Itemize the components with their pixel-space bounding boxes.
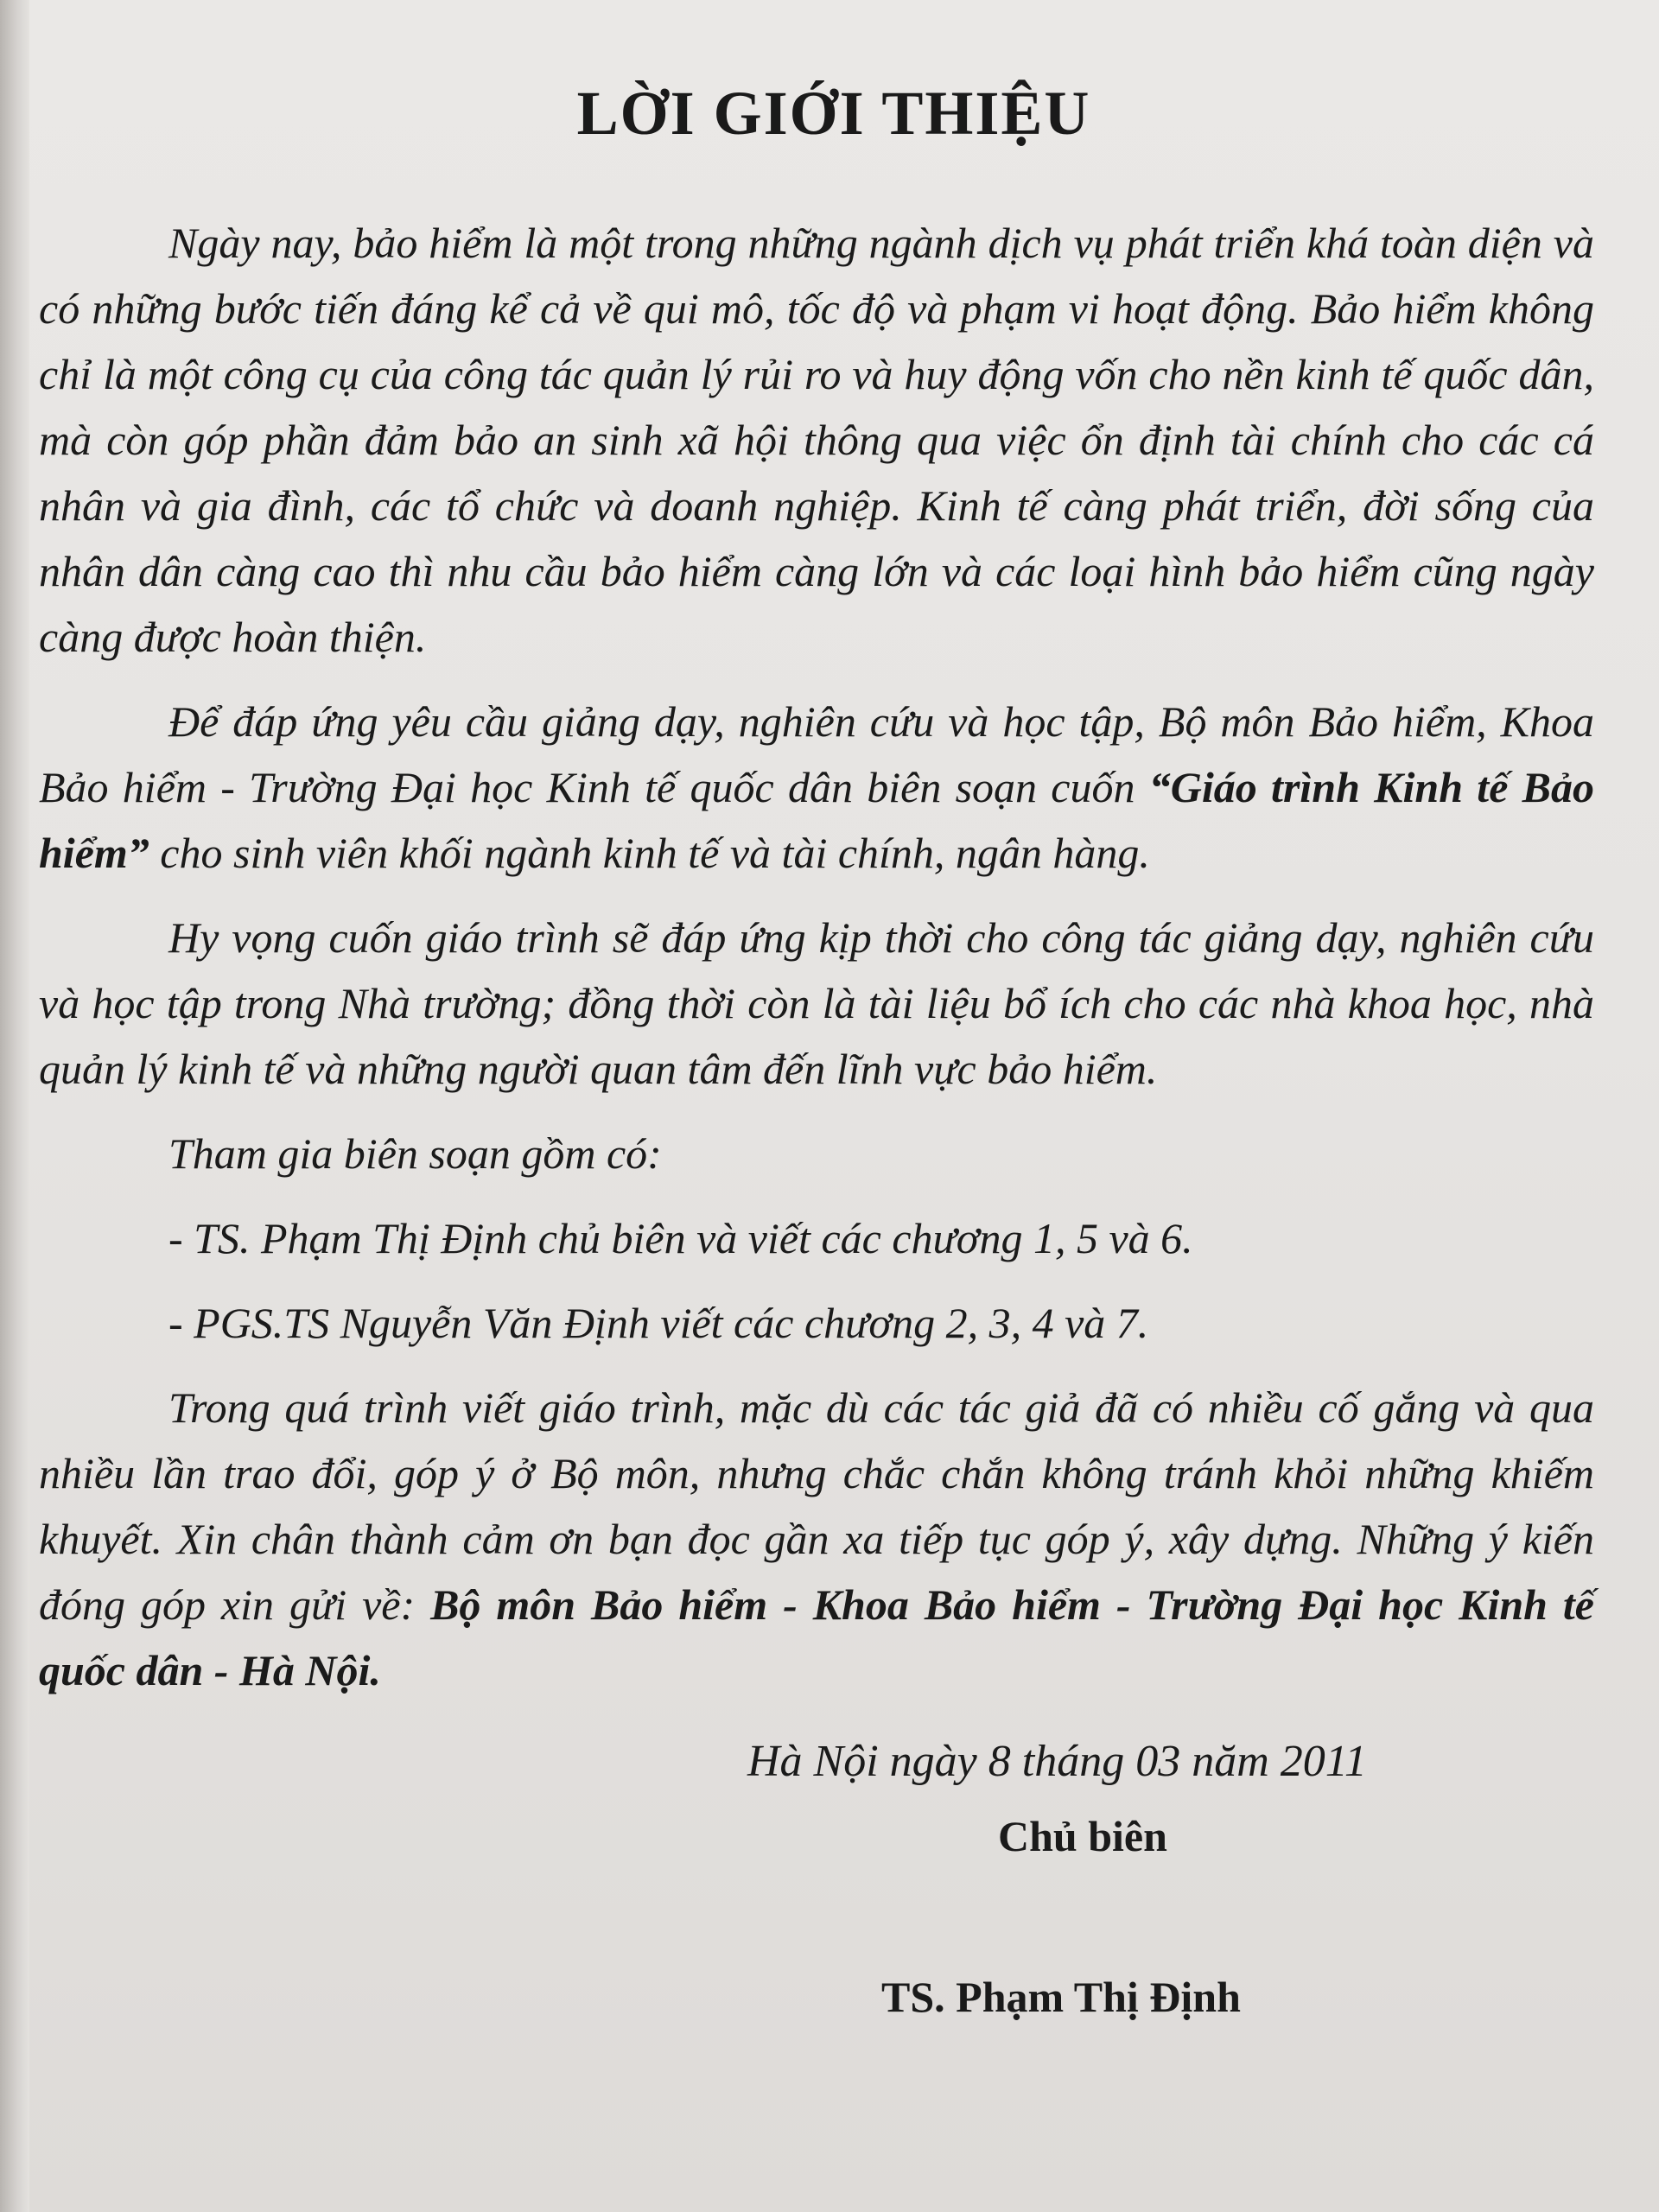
authors-intro: Tham gia biên soạn gồm có: (168, 1129, 662, 1178)
editor-role: Chủ biên (998, 1812, 1167, 1860)
date-line: Hà Nội ngày 8 tháng 03 năm 2011 (747, 1737, 1367, 1786)
page-content (39, 78, 1594, 2030)
paragraph-2-text-before: Để đáp ứng yêu cầu giảng dạy, nghiên cứu và học tập, Bộ môn Bảo hiểm, Khoa Bảo hiểm - Trường Đại học Kinh tế quốc dân biên soạn cuốn (39, 697, 1594, 811)
intro-paragraph-1: Ngày nay, bảo hiểm là một trong những ngành dịch vụ phát triển khá toàn diện và có những bước tiến đáng kể cả về qui mô, tốc độ và phạm vi hoạt động. Bảo hiểm không chỉ là một công cụ của công tác quản lý rủi ro và huy động vốn cho nền kinh tế quốc dân, mà còn góp phần đảm bảo an sinh xã hội thông qua việc ổn định tài chính cho các cá nhân và gia đình, các tổ chức và doanh nghiệp. Kinh tế càng phát triển, đời sống của nhân dân càng cao thì nhu cầu bảo hiểm càng lớn và các loại hình bảo hiểm cũng ngày càng được hoàn thiện. (39, 219, 1594, 661)
contact-address: Bộ môn Bảo hiểm - Khoa Bảo hiểm - Trường Đại học Kinh tế quốc dân - Hà Nội. (39, 1580, 1594, 1694)
intro-paragraph-2 (39, 689, 1594, 886)
book-spine-shadow (0, 0, 29, 2212)
paragraph-2-text-after: cho sinh viên khối ngành kinh tế và tài chính, ngân hàng. (149, 829, 1150, 877)
book-title: “Giáo trình Kinh tế Bảo hiểm” (39, 763, 1594, 877)
intro-paragraph-4 (39, 1375, 1594, 1703)
author-item-1: - TS. Phạm Thị Định chủ biên và viết các chương 1, 5 và 6. (168, 1214, 1193, 1262)
intro-paragraph-3: Hy vọng cuốn giáo trình sẽ đáp ứng kịp thời cho công tác giảng dạy, nghiên cứu và học tập trong Nhà trường; đồng thời còn là tài liệu bổ ích cho các nhà khoa học, nhà quản lý kinh tế và những người quan tâm đến lĩnh vực bảo hiểm. (39, 913, 1594, 1093)
editor-name: TS. Phạm Thị Định (881, 1973, 1241, 2021)
author-item-2: - PGS.TS Nguyễn Văn Định viết các chương 2, 3, 4 và 7. (168, 1299, 1149, 1347)
page-title: LỜI GIỚI THIỆU (576, 79, 1091, 148)
paragraph-4-text: Trong quá trình viết giáo trình, mặc dù các tác giả đã có nhiều cố gắng và qua nhiều lần trao đổi, góp ý ở Bộ môn, nhưng chắc chắn không tránh khỏi những khiếm khuyết. Xin chân thành cảm ơn bạn đọc gần xa tiếp tục góp ý, xây dựng. Những ý kiến đóng góp xin gửi về: (39, 1383, 1594, 1629)
